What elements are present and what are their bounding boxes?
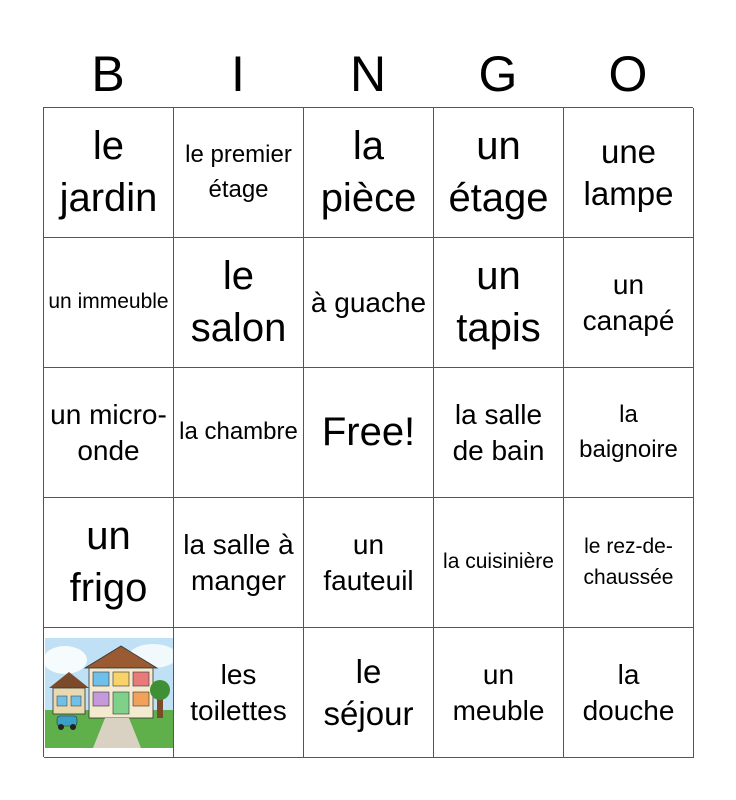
header-letter-o: O — [608, 46, 648, 102]
bingo-cell[interactable] — [174, 498, 304, 628]
bingo-cell[interactable] — [174, 108, 304, 238]
bingo-card-grid — [43, 107, 693, 757]
header-letter-n: N — [349, 46, 387, 102]
bingo-cell[interactable] — [44, 238, 174, 368]
cell-text: à guache — [310, 286, 427, 318]
cell-text: le rez-de-chaussée — [583, 535, 674, 589]
header-letter-b: B — [91, 46, 125, 102]
cell-text: un frigo — [69, 514, 148, 610]
cell-text: un meuble — [452, 658, 545, 726]
bingo-image-cell[interactable] — [44, 628, 174, 758]
cell-text: un immeuble — [48, 290, 169, 314]
header-letter-g: G — [478, 46, 518, 102]
free-space-cell[interactable] — [304, 368, 434, 498]
cell-text: la salle de bain — [452, 398, 545, 466]
cell-text: le séjour — [323, 653, 414, 732]
bingo-cell[interactable] — [304, 628, 434, 758]
cell-text: les toilettes — [190, 658, 287, 726]
bingo-cell[interactable] — [564, 108, 694, 238]
cell-text: la cuisinière — [443, 550, 554, 574]
header-letter-i: I — [231, 46, 245, 102]
cell-text: le premier étage — [185, 140, 292, 203]
bingo-cell[interactable] — [434, 628, 564, 758]
bingo-cell[interactable] — [304, 498, 434, 628]
bingo-header — [43, 40, 693, 108]
cell-text: un fauteuil — [323, 528, 414, 596]
bingo-cell[interactable] — [564, 238, 694, 368]
cell-text: le salon — [190, 254, 287, 350]
bingo-cell[interactable] — [44, 498, 174, 628]
bingo-cell[interactable] — [564, 368, 694, 498]
bingo-cell[interactable] — [434, 368, 564, 498]
bingo-cell[interactable] — [434, 238, 564, 368]
bingo-cell[interactable] — [44, 368, 174, 498]
bingo-cell[interactable] — [44, 108, 174, 238]
bingo-cell[interactable] — [304, 108, 434, 238]
bingo-cell[interactable] — [304, 238, 434, 368]
cell-text: une lampe — [583, 133, 674, 212]
cell-text: la douche — [582, 658, 675, 726]
cell-text: un tapis — [456, 254, 541, 350]
cell-text: un micro-onde — [50, 398, 167, 466]
cell-text: un canapé — [582, 268, 675, 336]
cell-text: la salle à manger — [183, 528, 294, 596]
cell-text: un étage — [448, 124, 549, 220]
free-space-text: Free! — [321, 409, 416, 454]
bingo-cell[interactable] — [174, 628, 304, 758]
cell-text: la chambre — [179, 418, 298, 446]
cell-text: la pièce — [320, 124, 417, 220]
cell-text: le jardin — [59, 124, 158, 220]
bingo-cell[interactable] — [564, 628, 694, 758]
bingo-cell[interactable] — [434, 108, 564, 238]
bingo-cell[interactable] — [564, 498, 694, 628]
bingo-cell[interactable] — [434, 498, 564, 628]
cell-text: la baignoire — [579, 400, 678, 463]
bingo-cell[interactable] — [174, 368, 304, 498]
house-illustration-icon — [45, 638, 173, 748]
bingo-cell[interactable] — [174, 238, 304, 368]
